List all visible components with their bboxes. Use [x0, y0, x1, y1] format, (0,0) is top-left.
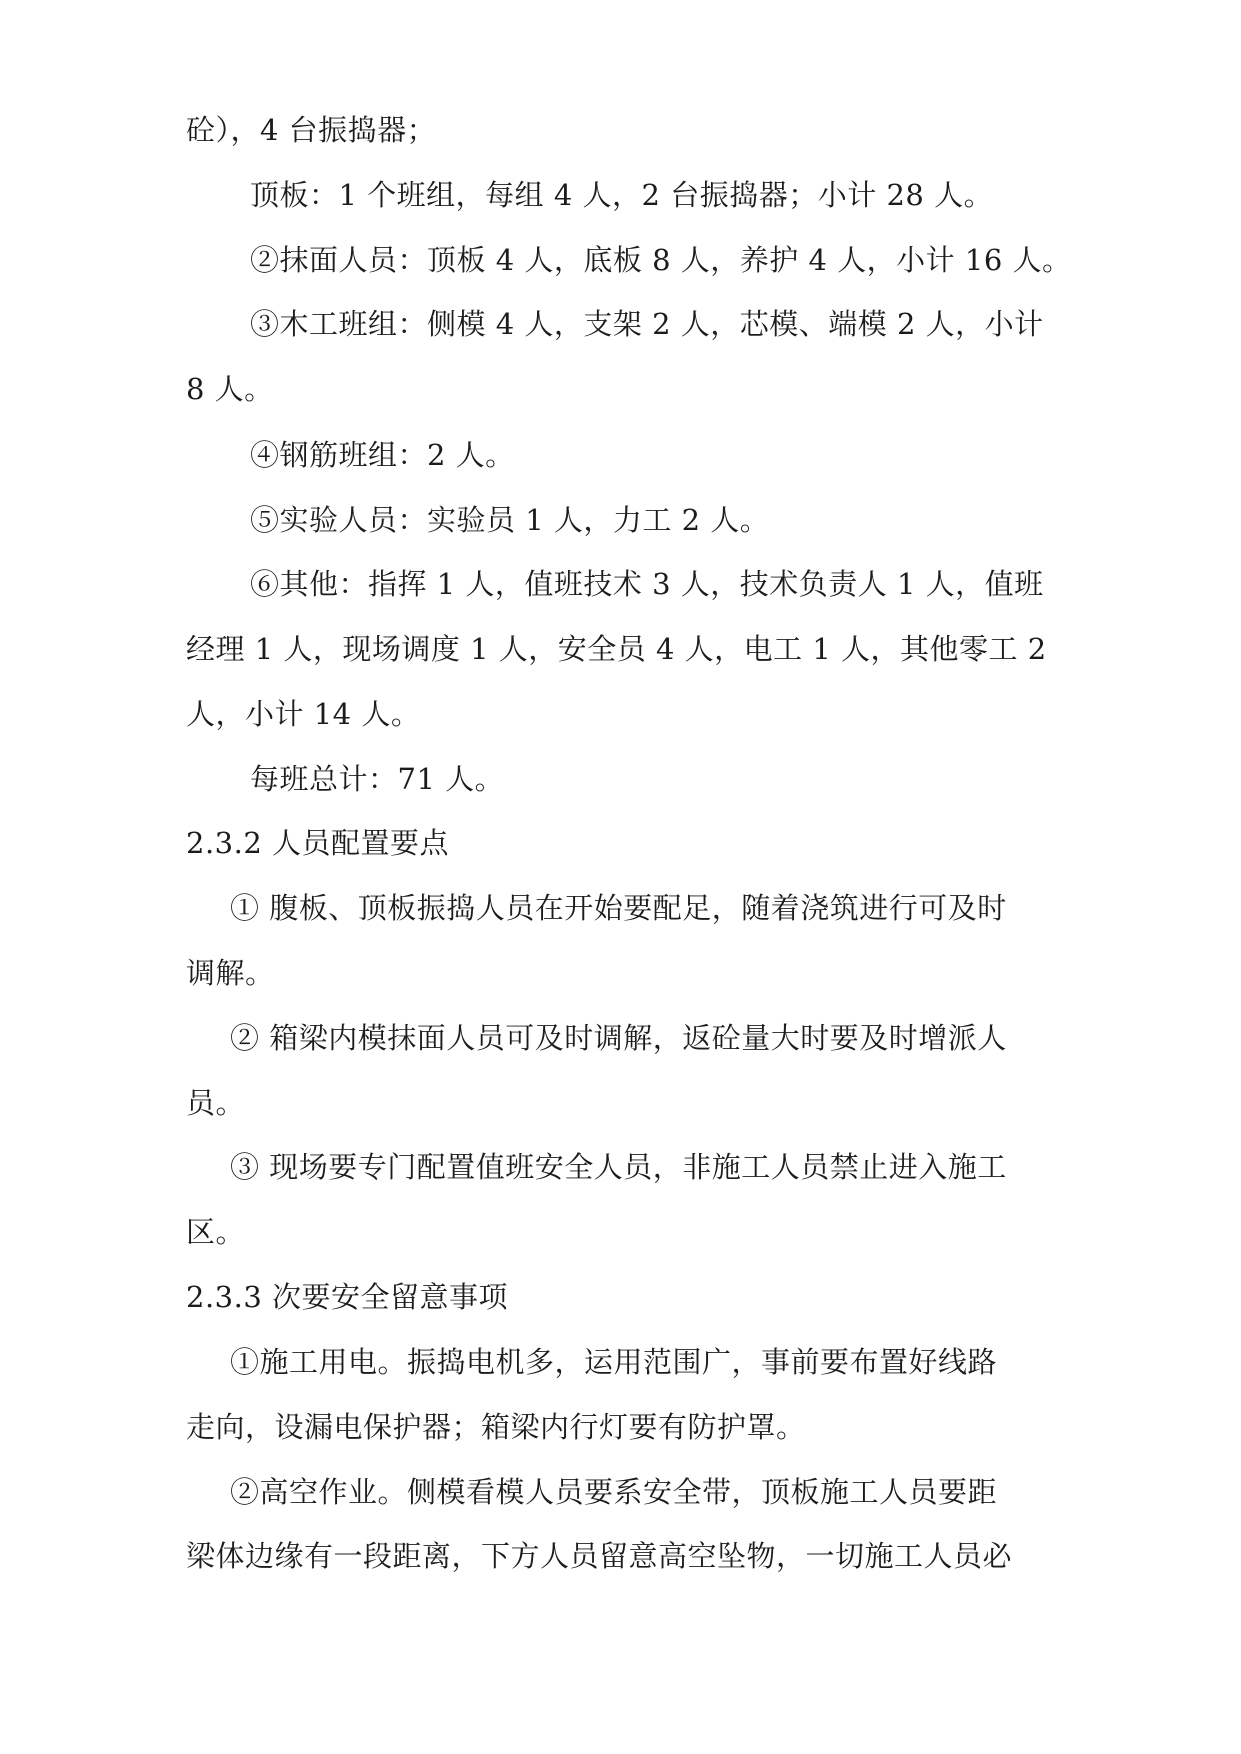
text-line: 顶板：1 个班组，每组 4 人，2 台振捣器；小计 28 人。 [250, 178, 994, 212]
text-line: ②抹面人员：顶板 4 人，底板 8 人，养护 4 人，小计 16 人。 [250, 243, 1072, 277]
text-line: 梁体边缘有一段距离，下方人员留意高空坠物，一切施工人员必 [186, 1539, 1013, 1573]
text-line: 走向，设漏电保护器；箱梁内行灯要有防护罩。 [186, 1410, 806, 1444]
text-line: 每班总计：71 人。 [250, 762, 505, 796]
text-line: ⑥其他：指挥 1 人，值班技术 3 人，技术负责人 1 人，值班 [250, 567, 1044, 601]
section-heading: 2.3.2 人员配置要点 [186, 826, 450, 860]
text-line: ① 腹板、顶板振捣人员在开始要配足，随着浇筑进行可及时 [230, 891, 1007, 925]
text-line: ①施工用电。振捣电机多，运用范围广，事前要布置好线路 [230, 1345, 998, 1379]
text-line: ②高空作业。侧模看模人员要系安全带，顶板施工人员要距 [230, 1475, 998, 1509]
section-heading: 2.3.3 次要安全留意事项 [186, 1280, 509, 1314]
text-line: ② 箱梁内模抹面人员可及时调解，返砼量大时要及时增派人 [230, 1021, 1007, 1055]
text-line: 经理 1 人，现场调度 1 人，安全员 4 人，电工 1 人，其他零工 2 [186, 632, 1047, 666]
text-line: 员。 [186, 1086, 246, 1120]
text-line: 8 人。 [186, 372, 274, 406]
text-line: ③ 现场要专门配置值班安全人员，非施工人员禁止进入施工 [230, 1150, 1007, 1184]
text-line: 区。 [186, 1215, 246, 1249]
text-line: 砼），4 台振捣器； [186, 113, 437, 147]
text-line: 人，小计 14 人。 [186, 697, 421, 731]
text-line: ③木工班组：侧模 4 人，支架 2 人，芯模、端模 2 人，小计 [250, 307, 1044, 341]
text-line: ④钢筋班组：2 人。 [250, 438, 515, 472]
text-line: 调解。 [186, 956, 275, 990]
text-line: ⑤实验人员：实验员 1 人，力工 2 人。 [250, 503, 770, 537]
